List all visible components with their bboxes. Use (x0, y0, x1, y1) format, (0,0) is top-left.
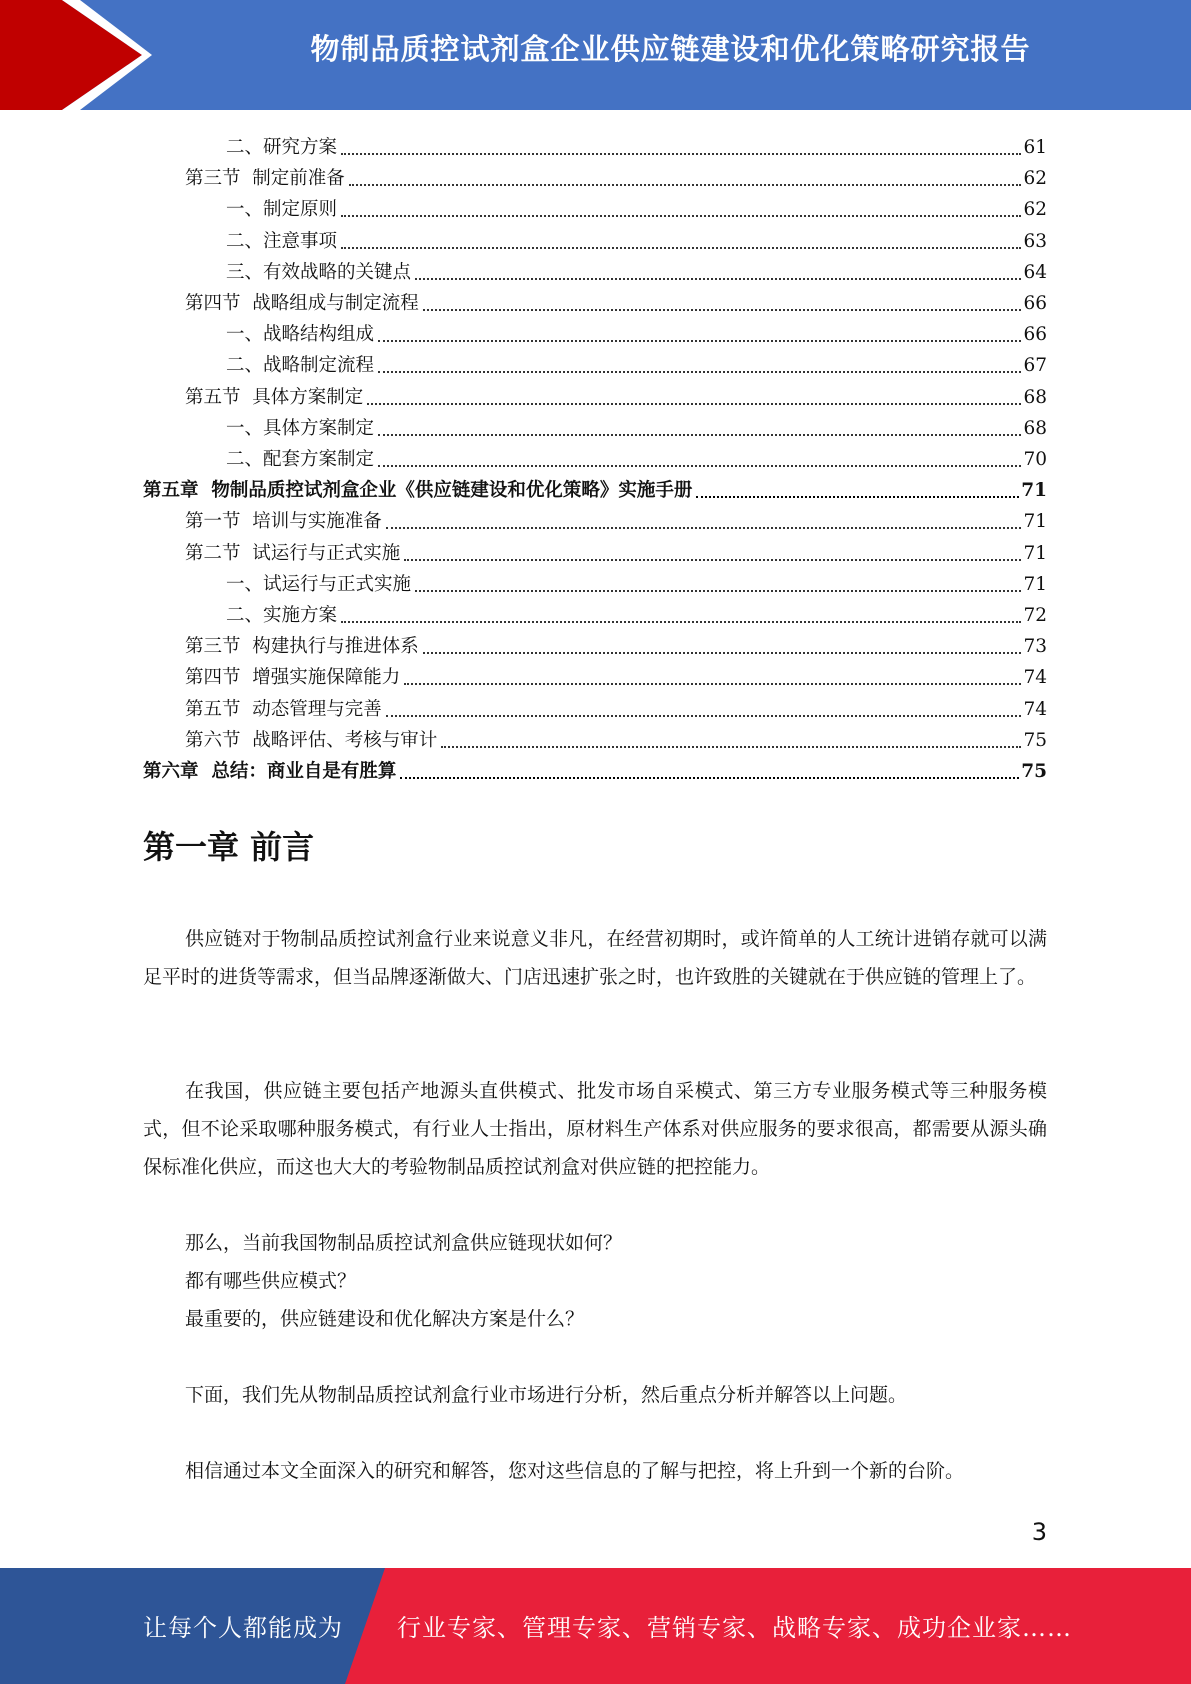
toc-entry-page: 71 (1023, 542, 1047, 564)
page-header (0, 0, 1191, 110)
toc-entry-page: 75 (1021, 761, 1047, 782)
toc-leader-dots (415, 277, 1021, 280)
toc-entry-page: 66 (1023, 293, 1047, 314)
toc-leader-dots (423, 651, 1022, 654)
toc-entry-label: 二、注意事项 (226, 230, 338, 252)
toc-leader-dots (400, 776, 1019, 779)
toc-entry-label: 第一节 培训与实施准备 (185, 511, 382, 533)
toc-leader-dots (378, 464, 1021, 467)
toc-entry-label: 第三节 制定前准备 (185, 168, 345, 190)
toc-leader-dots (386, 714, 1022, 717)
toc-entry[interactable] (226, 190, 1047, 221)
toc-leader-dots (378, 339, 1021, 342)
toc-entry-label: 第六章 总结：商业自是有胜算 (143, 761, 397, 782)
toc-entry-page: 62 (1023, 168, 1047, 190)
toc-entry[interactable] (226, 565, 1047, 596)
toc-entry-page: 71 (1023, 511, 1047, 533)
toc-entry-page: 63 (1023, 230, 1047, 252)
toc-entry-label: 第五节 具体方案制定 (185, 386, 364, 408)
toc-leader-dots (415, 589, 1021, 592)
toc-entry[interactable] (226, 440, 1047, 471)
toc-leader-dots (349, 183, 1022, 186)
footer-slogan-left: 让每个人都能成为 (143, 1614, 343, 1642)
toc-entry-page: 64 (1023, 261, 1047, 283)
toc-entry[interactable] (185, 378, 1047, 409)
toc-entry-label: 二、研究方案 (226, 137, 338, 158)
toc-leader-dots (367, 402, 1021, 405)
toc-leader-dots (341, 152, 1021, 155)
toc-entry-page: 71 (1023, 573, 1047, 595)
toc-entry[interactable] (185, 159, 1047, 190)
toc-leader-dots (404, 682, 1021, 685)
toc-entry-page: 73 (1023, 636, 1047, 658)
toc-leader-dots (341, 620, 1021, 623)
toc-entry[interactable] (226, 222, 1047, 253)
paragraph-models: 在我国，供应链主要包括产地源头直供模式、批发市场自采模式、第三方专业服务模式等三种服务模式，但不论采取哪种服务模式，有行业人士指出，原材料生产体系对供应服务的要求很高，都需要从源头确保标准化供应，而这也大大的考验物制品质控试剂盒对供应链的把控能力。 (143, 1080, 1047, 1178)
toc-entry[interactable] (185, 627, 1047, 658)
toc-entry[interactable] (226, 346, 1047, 377)
toc-entry-label: 第六节 战略评估、考核与审计 (185, 729, 438, 751)
toc-leader-dots (423, 308, 1022, 311)
toc-entry-label: 一、试运行与正式实施 (226, 573, 412, 595)
toc-entry[interactable] (226, 253, 1047, 284)
toc-entry-label: 二、实施方案 (226, 605, 338, 626)
toc-entry[interactable] (185, 721, 1047, 752)
toc-leader-dots (378, 433, 1021, 436)
toc-entry[interactable] (143, 471, 1047, 502)
report-title: 物制品质控试剂盒企业供应链建设和优化策略研究报告 (310, 32, 1031, 66)
toc-leader-dots (341, 214, 1021, 217)
chapter-title: 第一章 前言 (143, 828, 315, 866)
toc-entry-label: 三、有效战略的关键点 (226, 261, 412, 283)
toc-entry-page: 71 (1021, 480, 1047, 502)
toc-entry-page: 75 (1023, 729, 1047, 751)
toc-leader-dots (441, 745, 1021, 748)
toc-entry-label: 一、制定原则 (226, 199, 338, 221)
question-line: 那么，当前我国物制品质控试剂盒供应链现状如何？ (185, 1232, 623, 1254)
toc-entry[interactable] (185, 502, 1047, 533)
toc-leader-dots (696, 495, 1019, 498)
toc-entry[interactable] (185, 284, 1047, 315)
toc-entry-label: 二、配套方案制定 (226, 449, 375, 470)
toc-entry-label: 第五节 动态管理与完善 (185, 698, 382, 720)
toc-leader-dots (386, 526, 1022, 529)
toc-leader-dots (378, 370, 1021, 373)
toc-entry-page: 67 (1023, 355, 1047, 377)
toc-entry-label: 一、战略结构组成 (226, 324, 375, 346)
toc-entry-label: 一、具体方案制定 (226, 417, 375, 439)
toc-entry-page: 62 (1023, 199, 1047, 221)
toc-entry-page: 72 (1023, 605, 1047, 626)
closing-line: 相信通过本文全面深入的研究和解答，您对这些信息的了解与把控，将上升到一个新的台阶。 (185, 1460, 965, 1482)
toc-entry-page: 66 (1023, 324, 1047, 346)
toc-entry-label: 第二节 试运行与正式实施 (185, 542, 401, 564)
toc-entry-page: 74 (1023, 667, 1047, 689)
toc-entry-page: 70 (1023, 449, 1047, 470)
toc-entry-page: 68 (1023, 386, 1047, 408)
toc-entry-label: 第四节 战略组成与制定流程 (185, 293, 419, 314)
paragraph-intro: 供应链对于物制品质控试剂盒行业来说意义非凡，在经营初期时，或许简单的人工统计进销存就可以满足平时的进货等需求，但当品牌逐渐做大、门店迅速扩张之时，也许致胜的关键就在于供应链的管理上了。 (143, 928, 1047, 988)
page-number: 3 (1031, 1518, 1047, 1546)
toc-entry-label: 第五章 物制品质控试剂盒企业《供应链建设和优化策略》实施手册 (143, 480, 693, 502)
toc-entry[interactable] (226, 596, 1047, 627)
toc-entry[interactable] (185, 534, 1047, 565)
closing-line: 下面，我们先从物制品质控试剂盒行业市场进行分析，然后重点分析并解答以上问题。 (185, 1384, 908, 1406)
toc-leader-dots (404, 558, 1021, 561)
toc-entry[interactable] (226, 409, 1047, 440)
toc-entry[interactable] (226, 128, 1047, 159)
question-line: 最重要的，供应链建设和优化解决方案是什么？ (185, 1308, 585, 1330)
question-line: 都有哪些供应模式？ (185, 1270, 357, 1292)
page-footer (0, 1568, 1191, 1684)
toc-leader-dots (341, 246, 1021, 249)
toc-entry[interactable] (185, 658, 1047, 689)
toc-entry[interactable] (185, 690, 1047, 721)
toc-entry[interactable] (143, 752, 1047, 783)
toc-entry-page: 74 (1023, 698, 1047, 720)
toc-entry-label: 二、战略制定流程 (226, 355, 375, 377)
toc-entry-label: 第三节 构建执行与推进体系 (185, 636, 419, 658)
toc-entry[interactable] (226, 315, 1047, 346)
footer-slogan-right: 行业专家、管理专家、营销专家、战略专家、成功企业家…… (397, 1614, 1072, 1642)
toc-entry-page: 61 (1023, 137, 1047, 158)
toc-entry-label: 第四节 增强实施保障能力 (185, 667, 401, 689)
toc-entry-page: 68 (1023, 417, 1047, 439)
